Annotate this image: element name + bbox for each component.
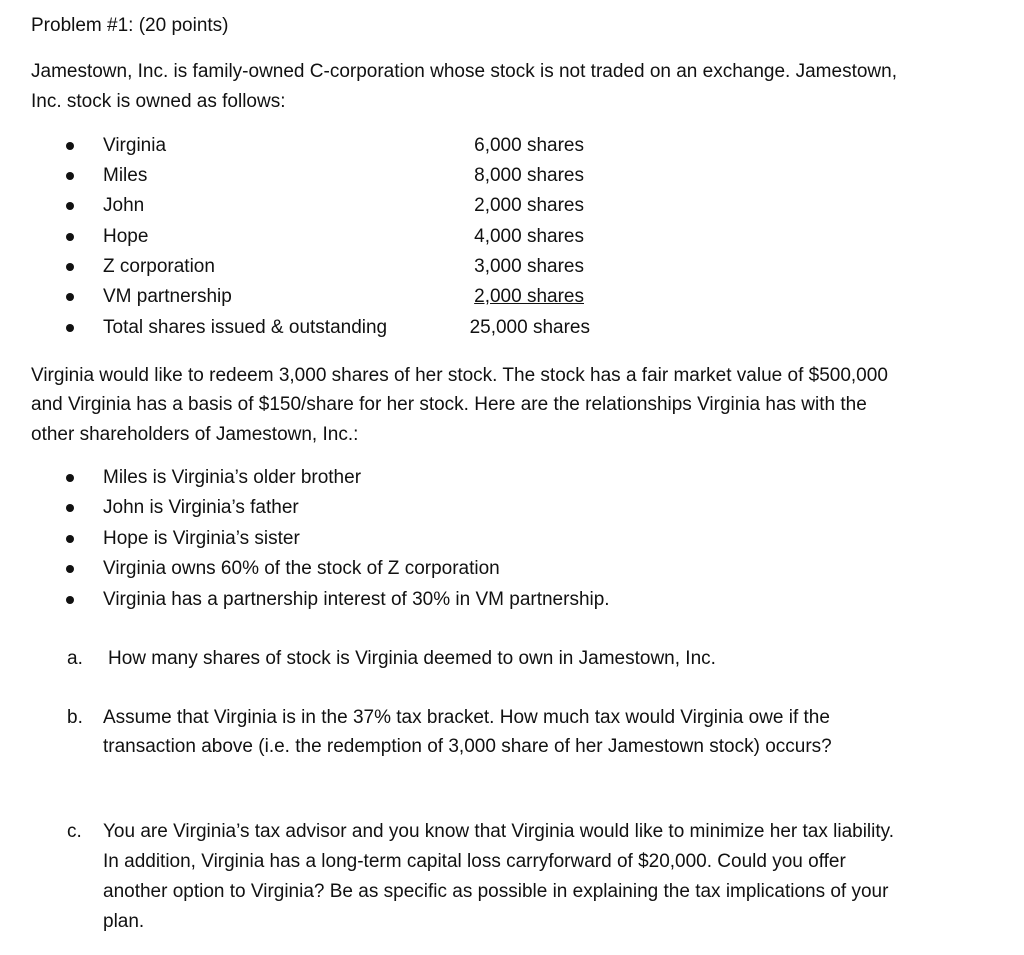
- bullet-icon: [66, 293, 74, 301]
- question-letter: a.: [67, 648, 83, 669]
- bullet-icon: [66, 142, 74, 150]
- bullet-icon: [66, 263, 74, 271]
- bullet-icon: [66, 535, 74, 543]
- relationship-text: Virginia owns 60% of the stock of Z corporation: [103, 558, 500, 579]
- relationship-text: Hope is Virginia’s sister: [103, 528, 300, 549]
- relationship-text: Virginia has a partnership interest of 30% in VM partnership.: [103, 589, 610, 610]
- question-text-line-2: In addition, Virginia has a long-term capital loss carryforward of $20,000. Could you offer: [103, 851, 846, 872]
- bullet-icon: [66, 202, 74, 210]
- shareholder-name: Z corporation: [103, 256, 215, 277]
- shareholder-shares: 2,000 shares: [474, 286, 584, 307]
- redemption-line-3: other shareholders of Jamestown, Inc.:: [31, 424, 359, 445]
- bullet-icon: [66, 504, 74, 512]
- intro-line-2: Inc. stock is owned as follows:: [31, 91, 286, 112]
- relationship-text: John is Virginia’s father: [103, 497, 299, 518]
- question-letter: b.: [67, 707, 83, 728]
- bullet-icon: [66, 233, 74, 241]
- shareholder-name: Virginia: [103, 135, 167, 156]
- problem-heading: Problem #1: (20 points): [31, 15, 229, 36]
- question-text-line-2: transaction above (i.e. the redemption of 3,000 share of her Jamestown stock) occurs?: [103, 736, 832, 757]
- shareholder-shares: 3,000 shares: [474, 256, 584, 277]
- shareholder-shares: 4,000 shares: [474, 226, 584, 247]
- bullet-icon: [66, 474, 74, 482]
- question-letter: c.: [67, 821, 82, 842]
- bullet-icon: [66, 596, 74, 604]
- shareholder-name: Hope: [103, 226, 149, 247]
- relationship-text: Miles is Virginia’s older brother: [103, 467, 362, 488]
- shareholder-shares: 6,000 shares: [474, 135, 584, 156]
- question-text-line-4: plan.: [103, 911, 145, 932]
- shareholder-shares: 8,000 shares: [474, 165, 584, 186]
- question-text-line-1: Assume that Virginia is in the 37% tax bracket. How much tax would Virginia owe if the: [103, 707, 830, 728]
- shareholder-name: Miles: [103, 165, 148, 186]
- question-text: How many shares of stock is Virginia deemed to own in Jamestown, Inc.: [108, 648, 716, 669]
- redemption-line-2: and Virginia has a basis of $150/share for her stock. Here are the relationships Virginia has with the: [31, 394, 867, 415]
- shareholder-shares: 2,000 shares: [474, 195, 584, 216]
- intro-line-1: Jamestown, Inc. is family-owned C-corporation whose stock is not traded on an exchange. Jamestown,: [31, 61, 897, 82]
- bullet-icon: [66, 324, 74, 332]
- bullet-icon: [66, 172, 74, 180]
- shareholder-name: VM partnership: [103, 286, 232, 307]
- question-text-line-3: another option to Virginia? Be as specific as possible in explaining the tax implications of your: [103, 881, 889, 902]
- total-shares: 25,000 shares: [469, 317, 590, 338]
- question-text-line-1: You are Virginia’s tax advisor and you know that Virginia would like to minimize her tax liability.: [103, 821, 895, 842]
- total-label: Total shares issued & outstanding: [103, 317, 388, 338]
- shareholder-name: John: [103, 195, 145, 216]
- redemption-line-1: Virginia would like to redeem 3,000 shares of her stock. The stock has a fair market value of $500,000: [31, 365, 888, 386]
- bullet-icon: [66, 565, 74, 573]
